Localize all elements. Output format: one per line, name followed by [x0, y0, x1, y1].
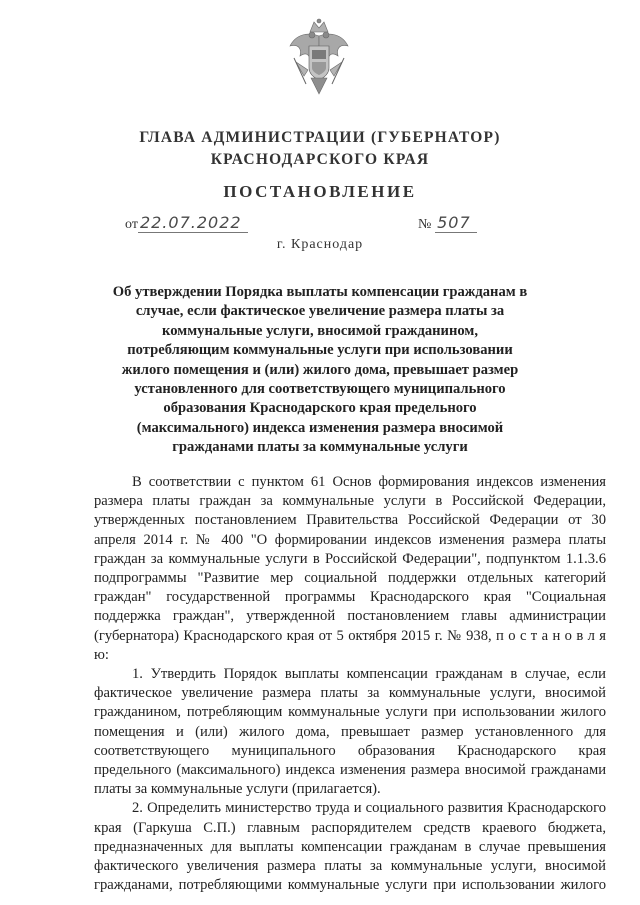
- number-label: №: [418, 217, 432, 232]
- issuing-authority-line1: ГЛАВА АДМИНИСТРАЦИИ (ГУБЕРНАТОР): [139, 129, 501, 146]
- paragraph-item-2: 2. Определить министерство труда и социального развития Краснодарского края (Гаркуша С.П.) главным распорядителем средств краевого бюджета, предназначенных для выплаты компенсации гражданам в случае превышения фактического увеличения размера платы за коммунальные услуги, вносимой гражданами, потребляющими коммунальные услуги при использовании жилого: [94, 800, 606, 894]
- paragraph-preamble: В соответствии с пунктом 61 Основ формирования индексов изменения размера платы граждан за коммунальные услуги в Российской Федерации, утвержденных постановлением Правительства Российской Федерации от 30 апреля 2014 г. № 400 "О формировании индексов изменения размера платы граждан за коммунальные услуги в Российской Федерации", подпунктом 1.1.3.6 подпрограммы "Развитие мер социальной поддержки отдельных категорий граждан" государственной программы Краснодарского края "Социальная поддержка граждан", утвержденной постановлением главы администрации (губернатора) Краснодарского края от 5 октября 2015 г. № 938, п о с т а н о в л я ю:: [94, 474, 606, 663]
- date-value: 22.07.2022: [138, 213, 248, 233]
- document-number: [418, 213, 477, 233]
- issuing-authority-line2: КРАСНОДАРСКОГО КРАЯ: [210, 151, 430, 168]
- paragraph-item-1: 1. Утвердить Порядок выплаты компенсации гражданам в случае, если фактическое увеличение размера платы за коммунальные услуги, вносимой гражданином, потребляющим коммунальные услуги при использовании жилого помещения и (или) жилого дома, превышает размер установленного для соответствующего муниципального образования Краснодарского края предельного (максимального) индекса изменения размера вносимой гражданами платы за коммунальные услуги (прилагается).: [94, 666, 606, 798]
- document-title: Об утверждении Порядка выплаты компенсации гражданам в случае, если фактическое увеличение размера платы за коммунальные услуги, вносимой гражданином, потребляющим коммунальные услуги при использовании жилого помещения и (или) жилого дома, превышает размер установленного для соответствующего муниципального образования Краснодарского края предельного (максимального) индекса изменения размера вносимой гражданами платы за коммунальные услуги: [112, 284, 528, 456]
- document-body: [94, 473, 606, 895]
- number-value: 507: [435, 213, 477, 233]
- document-date: [125, 213, 248, 233]
- coat-of-arms-emblem: [286, 18, 352, 100]
- date-label: от: [125, 217, 138, 232]
- city: г. Краснодар: [276, 237, 364, 252]
- document-type: ПОСТАНОВЛЕНИЕ: [223, 182, 417, 201]
